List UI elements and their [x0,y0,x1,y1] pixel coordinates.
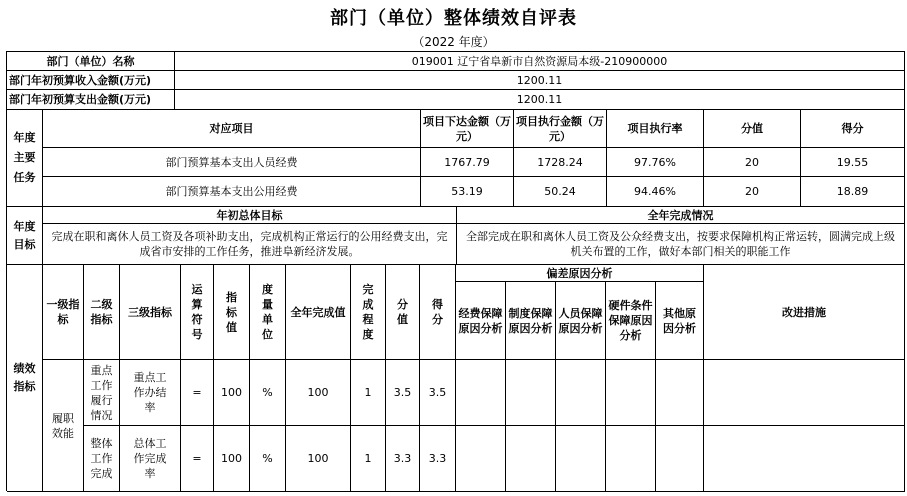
expense-value: 1200.11 [175,90,905,110]
ind-header-annual: 全年完成值 [286,265,351,360]
indicators-section-label: 绩效指标 [7,265,43,492]
ind-row-level3: 总体工作完成率 [120,426,181,492]
evaluation-table [6,51,905,491]
ind-header-improve: 改进措施 [704,265,905,360]
task-row-score-value: 20 [704,148,801,177]
tasks-header-issued: 项目下达金额（万元） [421,110,514,148]
ind-header-level3: 三级指标 [120,265,181,360]
task-row-score: 19.55 [801,148,905,177]
goals-initial-text: 完成在职和离休人员工资及各项补助支出，完成机构正常运行的公用经费支出，完成省市安排的工作任务，推进阜新经济发展。 [43,224,457,265]
task-row-item: 部门预算基本支出公用经费 [43,177,421,207]
ind-row-target: 100 [214,360,250,426]
dept-name-label: 部门（单位）名称 [7,52,175,71]
ind-row-score-value: 3.3 [386,426,420,492]
ind-row-level2: 整体工作完成 [84,426,120,492]
tasks-header-item: 对应项目 [43,110,421,148]
ind-row-dev-other [656,360,704,426]
tasks-header-rate: 项目执行率 [607,110,704,148]
tasks-header-score-value: 分值 [704,110,801,148]
ind-header-degree: 完成程度 [351,265,386,360]
ind-row-dev-staff [556,426,606,492]
report-year: （2022 年度） [412,35,495,49]
ind-header-operator: 运算符号 [181,265,214,360]
ind-row-improve [704,426,905,492]
income-label: 部门年初预算收入金额(万元) [7,71,175,90]
ind-row-score: 3.3 [420,426,456,492]
ind-row-unit: % [250,426,286,492]
ind-row-annual: 100 [286,360,351,426]
ind-row-dev-system [506,426,556,492]
ind-row-level3: 重点工作办结率 [120,360,181,426]
ind-row-level2: 重点工作履行情况 [84,360,120,426]
ind-row-dev-hardware [606,426,656,492]
dept-name-value: 019001 辽宁省阜新市自然资源局本级-210900000 [175,52,905,71]
ind-row-dev-funding [456,360,506,426]
ind-row-dev-other [656,426,704,492]
tasks-section-label: 年度主要任务 [7,110,43,207]
ind-header-dev-staff: 人员保障原因分析 [556,282,606,360]
ind-header-level2: 二级指标 [84,265,120,360]
tasks-header-executed: 项目执行金额（万元） [514,110,607,148]
task-row-item: 部门预算基本支出人员经费 [43,148,421,177]
task-row-score-value: 20 [704,177,801,207]
tasks-header-score: 得分 [801,110,905,148]
task-row-executed: 50.24 [514,177,607,207]
task-row-score: 18.89 [801,177,905,207]
ind-row-annual: 100 [286,426,351,492]
ind-row-operator: = [181,360,214,426]
ind-row-dev-system [506,360,556,426]
ind-header-dev-hardware: 硬件条件保障原因分析 [606,282,656,360]
ind-row-dev-funding [456,426,506,492]
task-row-issued: 1767.79 [421,148,514,177]
goals-section-label: 年度目标 [7,207,43,265]
ind-row-unit: % [250,360,286,426]
goals-final-header: 全年完成情况 [457,207,905,224]
ind-header-level1: 一级指标 [43,265,84,360]
task-row-rate: 97.76% [607,148,704,177]
goals-final-text: 全部完成在职和离休人员工资及公众经费支出，按要求保障机构正常运转，圆满完成上级机关布置的工作，做好本部门相关的职能工作 [457,224,905,265]
ind-header-target: 指标值 [214,265,250,360]
income-value: 1200.11 [175,71,905,90]
ind-row-degree: 1 [351,360,386,426]
ind-header-dev-other: 其他原因分析 [656,282,704,360]
ind-row-score: 3.5 [420,360,456,426]
ind-row-degree: 1 [351,426,386,492]
ind-header-unit: 度量单位 [250,265,286,360]
expense-label: 部门年初预算支出金额(万元) [7,90,175,110]
ind-row-target: 100 [214,426,250,492]
ind-row-dev-staff [556,360,606,426]
task-row-rate: 94.46% [607,177,704,207]
task-row-executed: 1728.24 [514,148,607,177]
ind-row-operator: = [181,426,214,492]
ind-row-improve [704,360,905,426]
ind-header-deviation: 偏差原因分析 [456,265,704,282]
ind-row-dev-hardware [606,360,656,426]
page-title: 部门（单位）整体绩效自评表 [330,8,577,29]
ind-row-score-value: 3.5 [386,360,420,426]
goals-initial-header: 年初总体目标 [43,207,457,224]
task-row-issued: 53.19 [421,177,514,207]
ind-header-score: 得分 [420,265,456,360]
ind-header-dev-funding: 经费保障原因分析 [456,282,506,360]
ind-level1-value: 履职效能 [43,360,84,492]
ind-header-score-value: 分值 [386,265,420,360]
ind-header-dev-system: 制度保障原因分析 [506,282,556,360]
